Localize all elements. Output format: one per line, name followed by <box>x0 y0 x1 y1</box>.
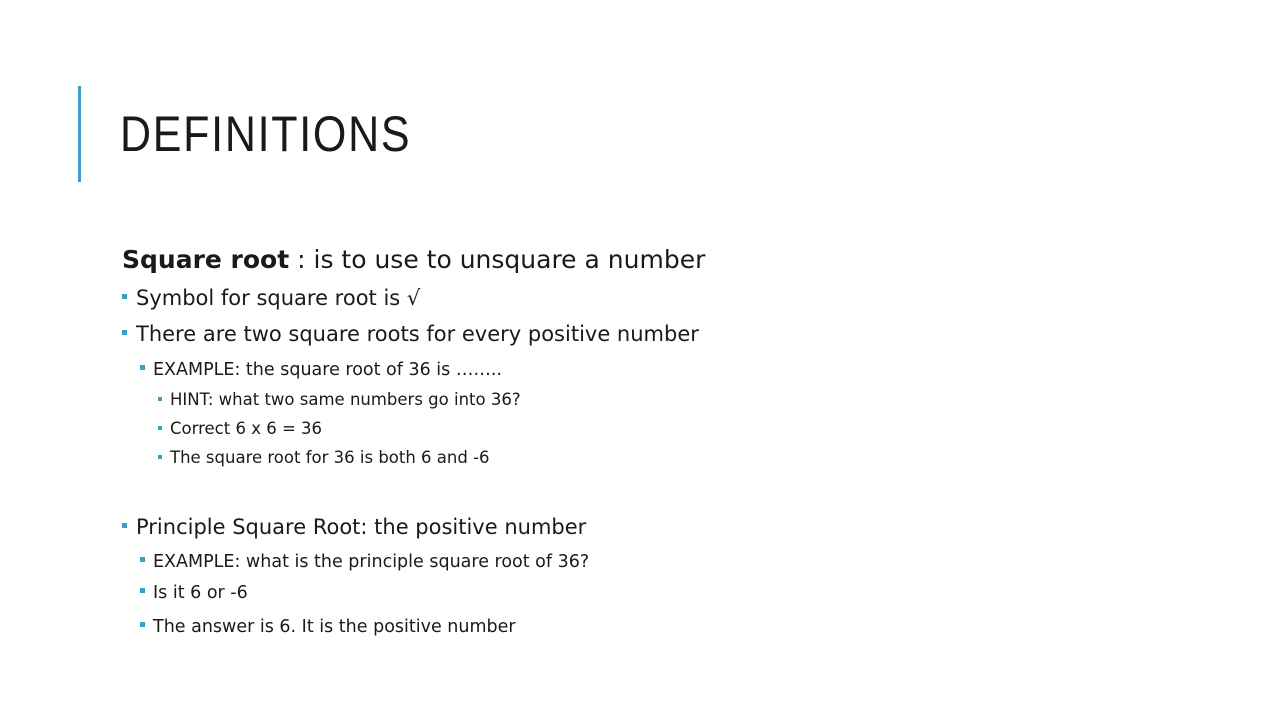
bullet-both-roots <box>158 447 490 469</box>
bullet-icon <box>140 365 145 370</box>
bullet-icon <box>122 294 127 299</box>
bullet-icon <box>140 557 145 562</box>
definition-text: : is to use to unsquare a number <box>289 245 706 274</box>
bullet-icon <box>122 330 127 335</box>
bullet-icon <box>122 523 127 528</box>
bullet-text: EXAMPLE: the square root of 36 is …….. <box>153 360 502 380</box>
bullet-text: The answer is 6. It is the positive number <box>153 617 516 637</box>
bullet-text: Correct 6 x 6 = 36 <box>170 419 323 438</box>
bullet-two-roots <box>122 320 699 348</box>
bullet-is-it <box>140 581 248 605</box>
bullet-example-36 <box>140 358 502 382</box>
bullet-text: EXAMPLE: what is the principle square root of 36? <box>153 552 590 572</box>
bullet-icon <box>158 397 162 401</box>
bullet-icon <box>158 455 162 459</box>
bullet-icon <box>140 588 145 593</box>
definition-heading <box>122 243 705 277</box>
bullet-text: Is it 6 or -6 <box>153 583 248 603</box>
bullet-example-principle <box>140 550 589 574</box>
bullet-text: Symbol for square root is <box>136 286 407 310</box>
bullet-text: Principle Square Root: the positive number <box>136 515 587 539</box>
bullet-symbol <box>122 284 420 312</box>
bullet-icon <box>158 426 162 430</box>
slide-title: DEFINITIONS <box>120 106 412 162</box>
bullet-icon <box>140 622 145 627</box>
bullet-answer <box>140 615 516 639</box>
bullet-text: There are two square roots for every positive number <box>136 322 699 346</box>
bullet-correct <box>158 418 322 440</box>
bullet-principle-root <box>122 513 586 541</box>
sqrt-symbol: √ <box>406 286 421 310</box>
bullet-hint <box>158 389 521 411</box>
title-accent-bar <box>78 86 81 182</box>
bullet-text: The square root for 36 is both 6 and -6 <box>170 448 490 467</box>
definition-term: Square root <box>122 245 290 274</box>
bullet-text: HINT: what two same numbers go into 36? <box>170 390 521 409</box>
